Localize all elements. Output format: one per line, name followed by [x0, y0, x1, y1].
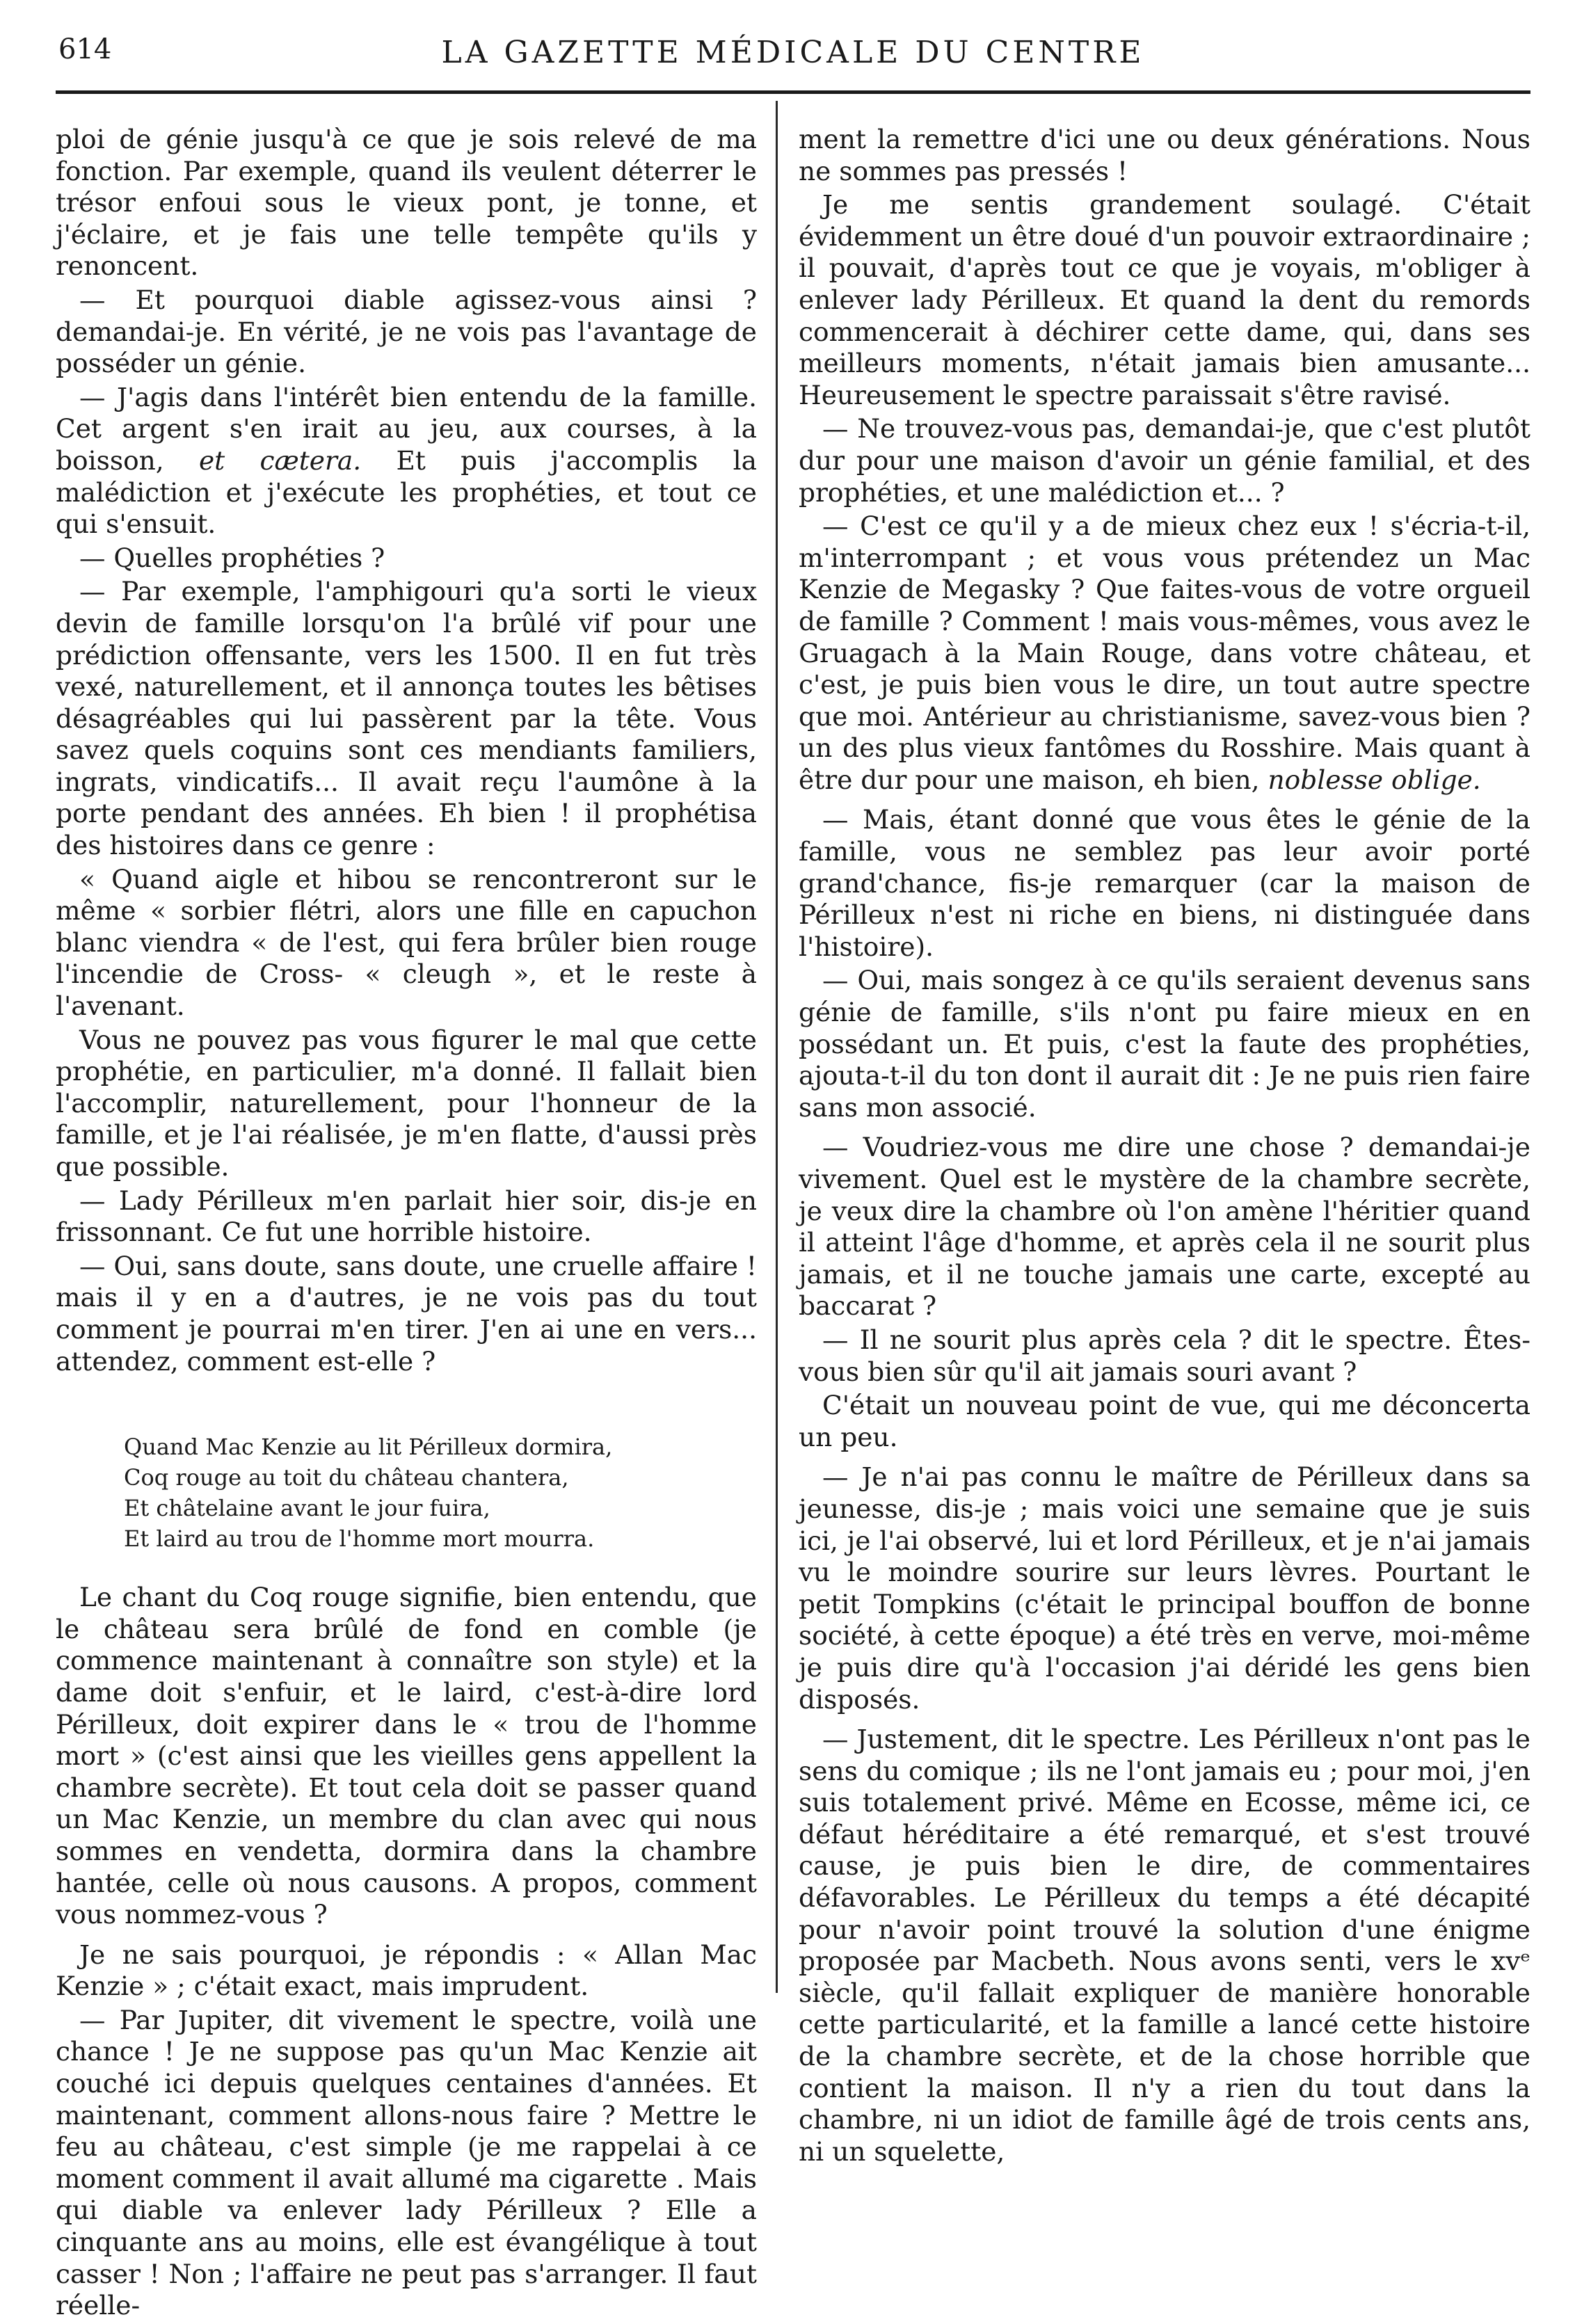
verse-line: Et laird au trou de l'homme mort mourra. [124, 1525, 595, 1553]
paragraph: ploi de génie jusqu'à ce que je sois relevé de ma fonction. Par exemple, quand ils veulent déterrer le trésor enfoui sous le vieux pont, je tonne, et j'éclaire, et je fais une telle tempête qu'ils y renoncent. [56, 124, 757, 282]
paragraph-text: — C'est ce qu'il y a de mieux chez eux ! s'écria-t-il, m'interrompant ; et vous vous prétendez un Mac Kenzie de Megasky ? Que faites-vous de votre orgueil de famille ? Comment ! mais vous-mêmes, vous avez le Gruagach à la Main Rouge, dans votre château, et c'est, je puis bien vous le dire, un tout autre spectre que moi. Antérieur au christianisme, savez-vous bien ? un des plus vieux fantômes du Rosshire. Mais quant à être dur pour une maison, eh bien, [799, 511, 1530, 795]
paragraph: Le chant du Coq rouge signifie, bien entendu, que le château sera brûlé de fond en comble (je commence maintenant à connaître son style) et la dame doit s'enfuir, et le laird, c'est-à-dire lord Périlleux, doit expirer dans le « trou de l'homme mort » (c'est ainsi que les vieilles gens appellent la chambre secrète). Et tout cela doit se passer quand un Mac Kenzie, un membre du clan avec qui nous sommes en vendetta, dormira dans la chambre hantée, celle où nous causons. A propos, comment vous nommez-vous ? [56, 1582, 757, 1930]
paragraph: — Lady Périlleux m'en parlait hier soir, dis-je en frissonnant. Ce fut une horrible histoire. [56, 1185, 757, 1248]
italic-text: noblesse oblige. [1268, 764, 1481, 795]
paragraph-text: Et puis j'accomplis la malédiction et j'exécute les prophéties, et tout ce qui s'ensuit. [56, 444, 758, 540]
paragraph-text: — J'agis dans l'intérêt bien entendu de la famille. Cet argent s'en irait au jeu, aux courses, à la boisson, [56, 381, 757, 476]
paragraph: — Et pourquoi diable agissez-vous ainsi ? demandai-je. En vérité, je ne vois pas l'avantage de posséder un génie. [56, 284, 757, 379]
paragraph [799, 511, 1530, 796]
paragraph: — Voudriez-vous me dire une chose ? demandai-je vivement. Quel est le mystère de la chambre secrète, je veux dire la chambre où l'on amène l'héritier quand il atteint l'âge d'homme, et après cela il ne sourit plus jamais, et il ne touche jamais une carte, excepté au baccarat ? [799, 1132, 1530, 1322]
paragraph: Je ne sais pourquoi, je répondis : « Allan Mac Kenzie » ; c'était exact, mais imprudent. [56, 1939, 757, 2002]
verse-line: Quand Mac Kenzie au lit Périlleux dormira, [124, 1434, 613, 1461]
verse-line: Et châtelaine avant le jour fuira, [124, 1495, 490, 1522]
paragraph [56, 382, 757, 540]
paragraph: — Justement, dit le spectre. Les Périlleux n'ont pas le sens du comique ; ils ne l'ont jamais eu ; pour moi, j'en suis totalement privé. Même en Ecosse, même ici, ce défaut héréditaire a été remarqué, et s'est trouvé cause, je puis bien le dire, de commentaires défavorables. Le Périlleux du temps a été décapité pour n'avoir point trouvé la solution d'une énigme proposée par Macbeth. Nous avons senti, vers le xvᵉ siècle, qu'il fallait expliquer de manière honorable cette particularité, et la famille a lancé cette histoire de la chambre secrète, et de la chose horrible que contient la maison. Il n'y a rien du tout dans la chambre, ni un idiot de famille âgé de trois cents ans, ni un squelette, [799, 1724, 1530, 2167]
page-number: 614 [58, 33, 112, 65]
paragraph: — Par Jupiter, dit vivement le spectre, voilà une chance ! Je ne suppose pas qu'un Mac Kenzie ait couché ici depuis quelques centaines d'années. Et maintenant, comment allons-nous faire ? Mettre le feu au château, c'est simple (je me rappelai à ce moment comment il avait allumé ma cigarette . Mais qui diable va enlever lady Périlleux ? Elle a cinquante ans au moins, elle est évangélique à tout casser ! Non ; l'affaire ne peut pas s'arranger. Il faut réelle- [56, 2004, 757, 2321]
paragraph: — Oui, mais songez à ce qu'ils seraient devenus sans génie de famille, s'ils n'ont pu faire mieux en en possédant un. Et puis, c'est la faute des prophéties, ajouta-t-il du ton dont il aurait dit : Je ne puis rien faire sans mon associé. [799, 965, 1530, 1123]
paragraph: — Mais, étant donné que vous êtes le génie de la famille, vous ne semblez pas leur avoir porté grand'chance, fis-je remarquer (car la maison de Périlleux n'est ni riche en biens, ni distinguée dans l'histoire). [799, 804, 1530, 962]
paragraph: — Je n'ai pas connu le maître de Périlleux dans sa jeunesse, dis-je ; mais voici une semaine que je suis ici, je l'ai observé, lui et lord Périlleux, et je n'ai jamais vu le moindre sourire sur leurs lèvres. Pourtant le petit Tompkins (c'était le principal bouffon de bonne société, à cette époque) a été très en verve, moi-même je puis dire qu'à l'occasion j'ai déridé les gens bien disposés. [799, 1461, 1530, 1715]
paragraph: — Quelles prophéties ? [79, 542, 385, 573]
running-title: LA GAZETTE MÉDICALE DU CENTRE [441, 35, 1145, 70]
right-column [799, 124, 1530, 2170]
paragraph: « Quand aigle et hibou se rencontreront sur le même « sorbier flétri, alors une fille en capuchon blanc viendra « de l'est, qui fera brûler bien rouge l'incendie de Cross- « cleugh », et le reste à l'avenant. [56, 863, 757, 1022]
paragraph: C'était un nouveau point de vue, qui me déconcerta un peu. [799, 1390, 1530, 1452]
paragraph: — Par exemple, l'amphigouri qu'a sorti le vieux devin de famille lorsqu'on l'a brûlé vif pour une prédiction offensante, vers les 1500. Il en fut très vexé, naturellement, et il annonça toutes les bêtises désagréables qui lui passèrent par la tête. Vous savez quels coquins sont ces mendiants familiers, ingrats, vindicatifs... Il avait reçu l'aumône à la porte pendant des années. Eh bien ! il prophétisa des histoires dans ce genre : [56, 576, 757, 861]
left-column [56, 124, 757, 2324]
header-rule [56, 90, 1530, 94]
verse-line: Coq rouge au toit du château chantera, [124, 1464, 569, 1491]
paragraph: Je me sentis grandement soulagé. C'était évidemment un être doué d'un pouvoir extraordinaire ; il pouvait, d'après tout ce que je voyais, m'obliger à enlever lady Périlleux. Et quand la dent du remords commencerait à déchirer cette dame, qui, dans ses meilleurs moments, n'était jamais bien amusante... Heureusement le spectre paraissait s'être ravisé. [799, 189, 1530, 410]
paragraph: — Il ne sourit plus après cela ? dit le spectre. Êtes-vous bien sûr qu'il ait jamais souri avant ? [799, 1324, 1530, 1387]
column-divider [776, 101, 778, 1993]
paragraph: Vous ne pouvez pas vous figurer le mal que cette prophétie, en particulier, m'a donné. Il fallait bien l'accomplir, naturellement, pour l'honneur de la famille, et je l'ai réalisée, je m'en flatte, d'aussi près que possible. [56, 1024, 757, 1182]
verse-block [124, 1432, 757, 1554]
italic-text: et cætera. [198, 444, 362, 476]
paragraph: — Oui, sans doute, sans doute, une cruelle affaire ! mais il y en a d'autres, je ne vois pas du tout comment je pourrai m'en tirer. J'en ai une en vers... attendez, comment est-elle ? [56, 1250, 757, 1377]
page-header [56, 28, 1530, 77]
paragraph: — Ne trouvez-vous pas, demandai-je, que c'est plutôt dur pour une maison d'avoir un génie familial, et des prophéties, et une malédiction et... ? [799, 413, 1530, 508]
paragraph: ment la remettre d'ici une ou deux générations. Nous ne sommes pas pressés ! [799, 124, 1530, 186]
